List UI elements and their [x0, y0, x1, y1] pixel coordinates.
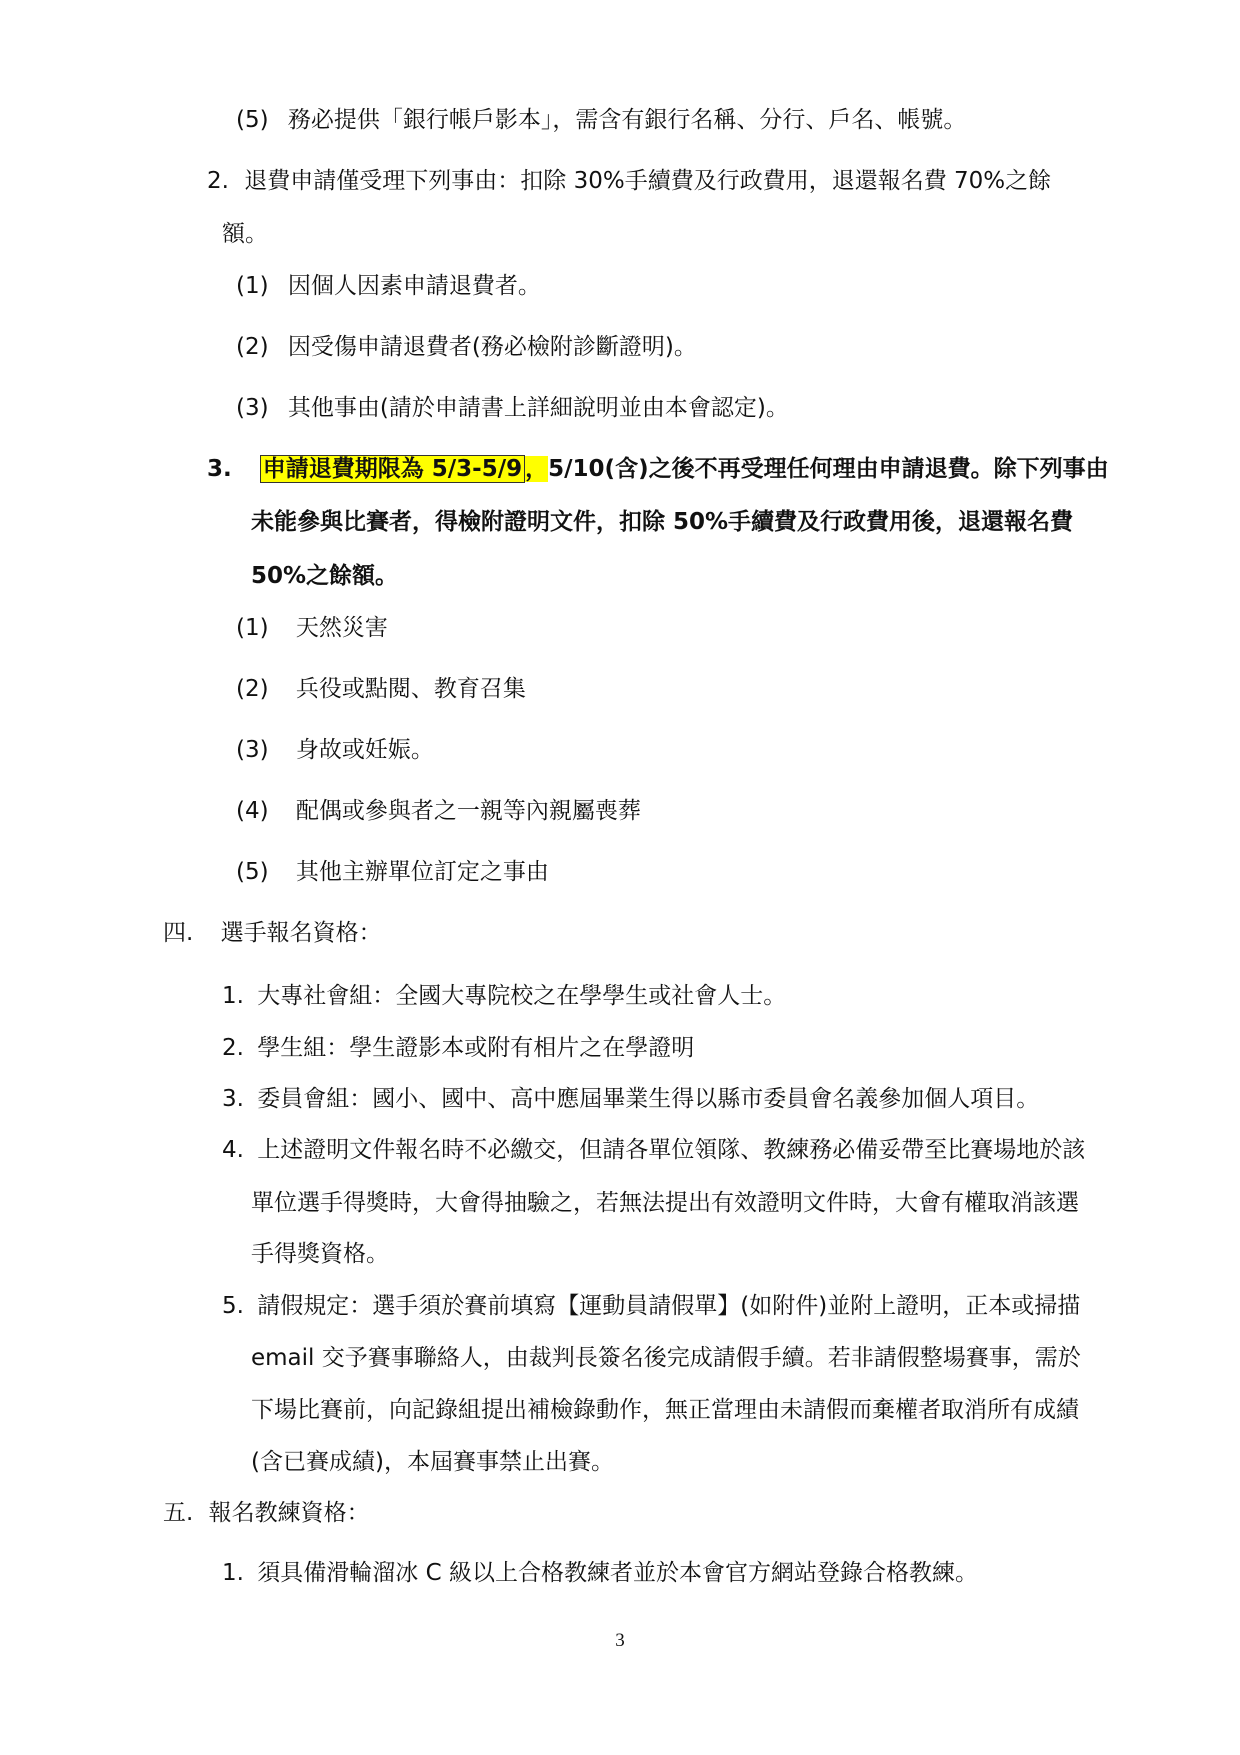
- refund-item-2-sub-1: [236, 270, 541, 302]
- list-text: 額。: [222, 221, 268, 247]
- section-4-item-4-line3: [251, 1238, 389, 1270]
- list-number: (1): [236, 615, 269, 641]
- list-number: 5.: [222, 1293, 244, 1319]
- list-text: 學生組：學生證影本或附有相片之在學證明: [257, 1035, 695, 1061]
- list-number: (4): [236, 798, 269, 824]
- section-4-item-1: [222, 980, 786, 1012]
- list-text: 退費申請僅受理下列事由：扣除 30%手續費及行政費用，退還報名費 70%之餘: [244, 168, 1052, 194]
- list-number: (2): [236, 676, 269, 702]
- refund-item-2-line2: [222, 218, 268, 250]
- refund-item-2-sub-2: [236, 331, 697, 363]
- list-number: 1.: [222, 1560, 244, 1586]
- section-4-item-5-line3: [251, 1394, 1079, 1426]
- section-4-item-5-line2: [251, 1342, 1081, 1374]
- list-number: (5): [236, 107, 269, 133]
- section-5-heading: [163, 1497, 370, 1529]
- section-4-heading: [163, 917, 382, 949]
- list-text: 5/10(含)之後不再受理任何理由申請退費。除下列事由: [548, 456, 1109, 482]
- section-number: 五.: [163, 1500, 194, 1526]
- refund-item-2-line1: [207, 165, 1051, 197]
- section-4-item-5-line1: [222, 1290, 1080, 1322]
- list-number: 2.: [207, 168, 229, 194]
- list-text: 配偶或參與者之一親等內親屬喪葬: [295, 798, 641, 824]
- section-4-item-2: [222, 1032, 694, 1064]
- section-4-item-4-line1: [222, 1134, 1085, 1166]
- list-text: 未能參與比賽者，得檢附證明文件，扣除 50%手續費及行政費用後，退還報名費: [251, 509, 1074, 535]
- list-text: 請假規定：選手須於賽前填寫【運動員請假單】(如附件)並附上證明，正本或掃描: [257, 1293, 1081, 1319]
- list-text: 天然災害: [295, 615, 388, 641]
- refund-item-5-line: [236, 104, 966, 136]
- page-number: 3: [615, 1630, 625, 1651]
- list-text: email 交予賽事聯絡人，由裁判長簽名後完成請假手續。若非請假整場賽事，需於: [251, 1345, 1081, 1371]
- refund-item-3-sub-5: [236, 856, 549, 888]
- list-text: 須具備滑輪溜冰 C 級以上合格教練者並於本會官方網站登錄合格教練。: [257, 1560, 978, 1586]
- list-text: 大專社會組：全國大專院校之在學學生或社會人士。: [257, 983, 787, 1009]
- section-title: 選手報名資格：: [220, 920, 382, 946]
- refund-item-3-sub-2: [236, 673, 526, 705]
- list-number: 3.: [222, 1086, 244, 1112]
- refund-item-3-sub-1: [236, 612, 388, 644]
- section-4-item-4-line2: [251, 1187, 1079, 1219]
- section-5-item-1: [222, 1557, 978, 1589]
- list-number: 3.: [207, 456, 232, 482]
- section-number: 四.: [163, 920, 194, 946]
- list-number: (5): [236, 859, 269, 885]
- list-text: 單位選手得獎時，大會得抽驗之，若無法提出有效證明文件時，大會有權取消該選: [251, 1190, 1079, 1216]
- list-text: 委員會組：國小、國中、高中應屆畢業生得以縣市委員會名義參加個人項目。: [257, 1086, 1040, 1112]
- list-text: 兵役或點閱、教育召集: [295, 676, 526, 702]
- list-text: (含已賽成績)，本屆賽事禁止出賽。: [251, 1449, 614, 1475]
- section-4-item-3: [222, 1083, 1039, 1115]
- list-number: (1): [236, 273, 269, 299]
- list-text: 因個人因素申請退費者。: [287, 273, 541, 299]
- list-number: (3): [236, 737, 269, 763]
- refund-item-3-line2: [251, 506, 1073, 538]
- list-text: 手得獎資格。: [251, 1241, 389, 1267]
- list-number: 1.: [222, 983, 244, 1009]
- highlight-comma: ，: [525, 456, 549, 482]
- list-text: 上述證明文件報名時不必繳交，但請各單位領隊、教練務必備妥帶至比賽場地於該: [257, 1137, 1086, 1163]
- list-number: 4.: [222, 1137, 244, 1163]
- list-text: 務必提供「銀行帳戶影本」，需含有銀行名稱、分行、戶名、帳號。: [287, 107, 967, 133]
- refund-item-2-sub-3: [236, 392, 789, 424]
- list-text: 50%之餘額。: [251, 563, 399, 589]
- section-4-item-5-line4: [251, 1446, 614, 1478]
- list-number: 2.: [222, 1035, 244, 1061]
- refund-item-3-sub-3: [236, 734, 434, 766]
- list-text: 下場比賽前，向記錄組提出補檢錄動作，無正當理由未請假而棄權者取消所有成績: [251, 1397, 1079, 1423]
- refund-item-3-line3: [251, 560, 398, 592]
- refund-item-3-sub-4: [236, 795, 641, 827]
- deadline-highlight: 申請退費期限為 5/3-5/9: [260, 455, 525, 483]
- list-text: 其他主辦單位訂定之事由: [295, 859, 549, 885]
- list-number: (3): [236, 395, 269, 421]
- list-text: 其他事由(請於申請書上詳細說明並由本會認定)。: [287, 395, 789, 421]
- refund-item-3-line1: [207, 453, 1109, 485]
- section-title: 報名教練資格：: [208, 1500, 370, 1526]
- list-text: 身故或妊娠。: [295, 737, 434, 763]
- list-text: 因受傷申請退費者(務必檢附診斷證明)。: [287, 334, 697, 360]
- list-number: (2): [236, 334, 269, 360]
